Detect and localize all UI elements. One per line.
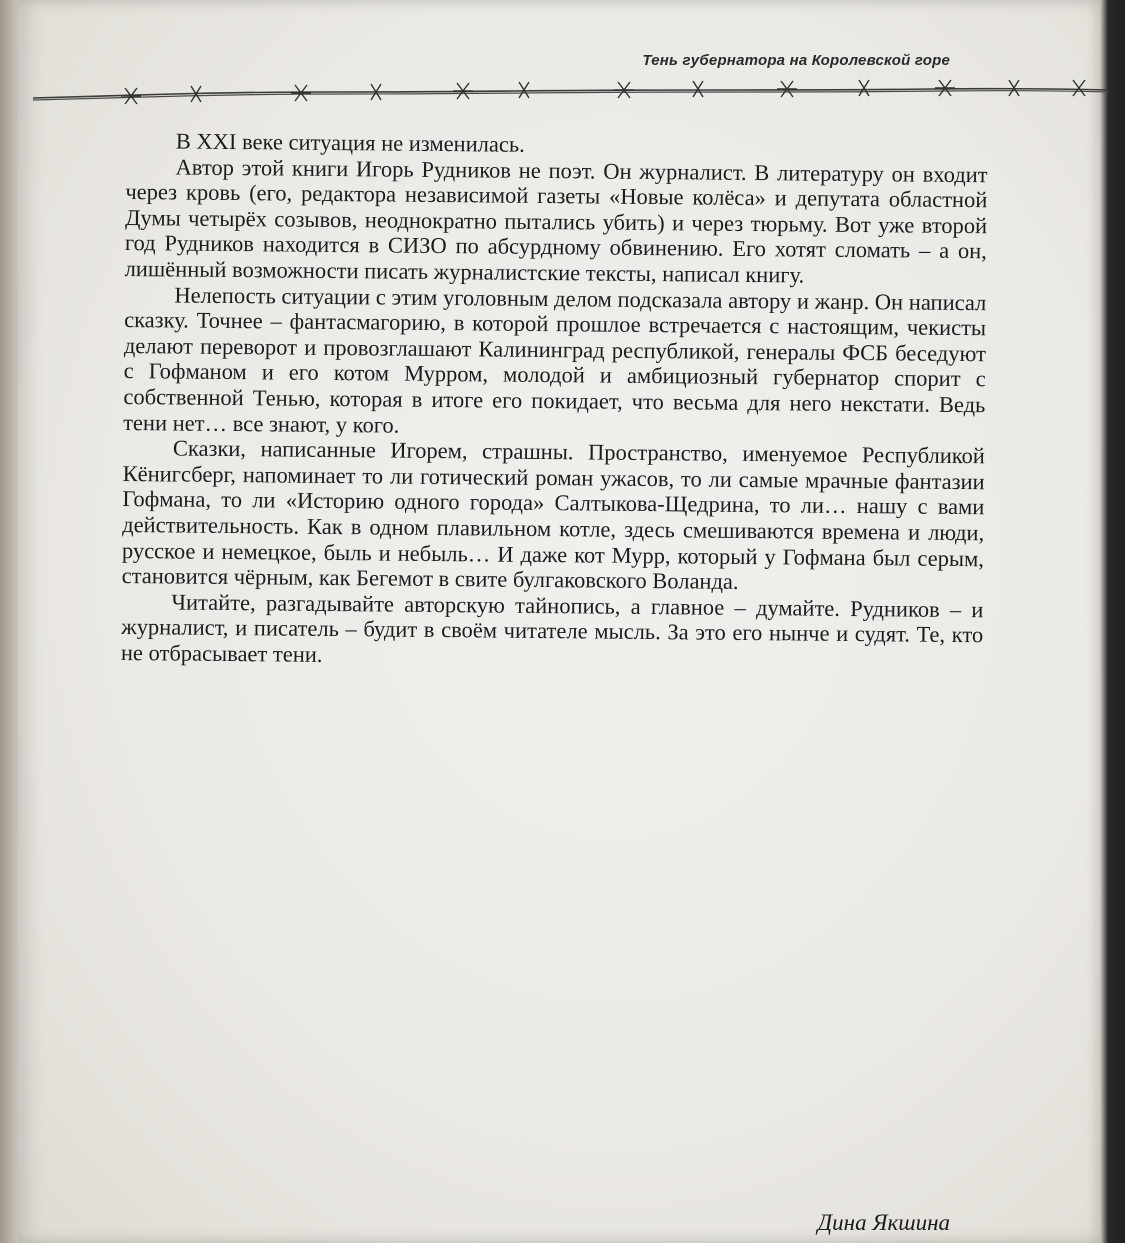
paragraph: В XXI веке ситуация не изменилась. bbox=[175, 128, 525, 157]
body-text bbox=[121, 128, 988, 674]
book-page bbox=[18, 0, 1100, 1243]
running-header: Тень губернатора на Королевской горе bbox=[642, 52, 950, 69]
author-signature: Дина Якшина bbox=[817, 1210, 950, 1235]
barbed-wire-divider bbox=[33, 76, 1108, 116]
paragraph: Нелепость ситуации с этим уголовным делом подсказала автору и жанр. Он написал сказку. Точнее – фантасмагорию, в которой прошлое встречается с настоящим, чекисты делают переворот и провозглашают Калининград республикой, генералы ФСБ беседуют с Гофманом и его котом Мурром, молодой и амбициозный губернатор спорит с собственной Тенью, которая в итоге его покидает, что весьма для него некстати. Ведь тени нет… все знают, у кого. bbox=[123, 282, 987, 438]
paragraph: Сказки, написанные Игорем, страшны. Пространство, именуемое Республикой Кёнигсберг, напоминает то ли готический роман ужасов, то ли самые мрачные фантазии Гофмана, то ли «Историю одного города» Салтыкова-Щедрина, то ли… нашу с вами действительность. Как в одном плавильном котле, здесь смешиваются времена и люди, русское и немецкое, быль и небыль… И даже кот Мурр, который у Гофмана был серым, становится чёрным, как Бегемот в свите булгаковского Воланда. bbox=[121, 435, 986, 594]
book-spine-shadow bbox=[0, 0, 18, 1243]
paragraph: Читайте, разгадывайте авторскую тайнопись, а главное – думайте. Рудников – и журналист, и писатель – будит в своём читателе мысль. За это его нынче и судят. Те, кто не отбрасывает тени. bbox=[120, 589, 984, 667]
paragraph: Автор этой книги Игорь Рудников не поэт. Он журналист. В литературу он входит через кровь (его, редактора независимой газеты «Новые колёса» и депутата областной Думы четырёх созывов, неоднократно пытались убить) и через тюрьму. Вот уже второй год Рудников находится в СИЗО по абсурдному обвинению. Его хотят сломать – а он, лишённый возможности писать журналистские тексты, написал книгу. bbox=[124, 154, 988, 288]
